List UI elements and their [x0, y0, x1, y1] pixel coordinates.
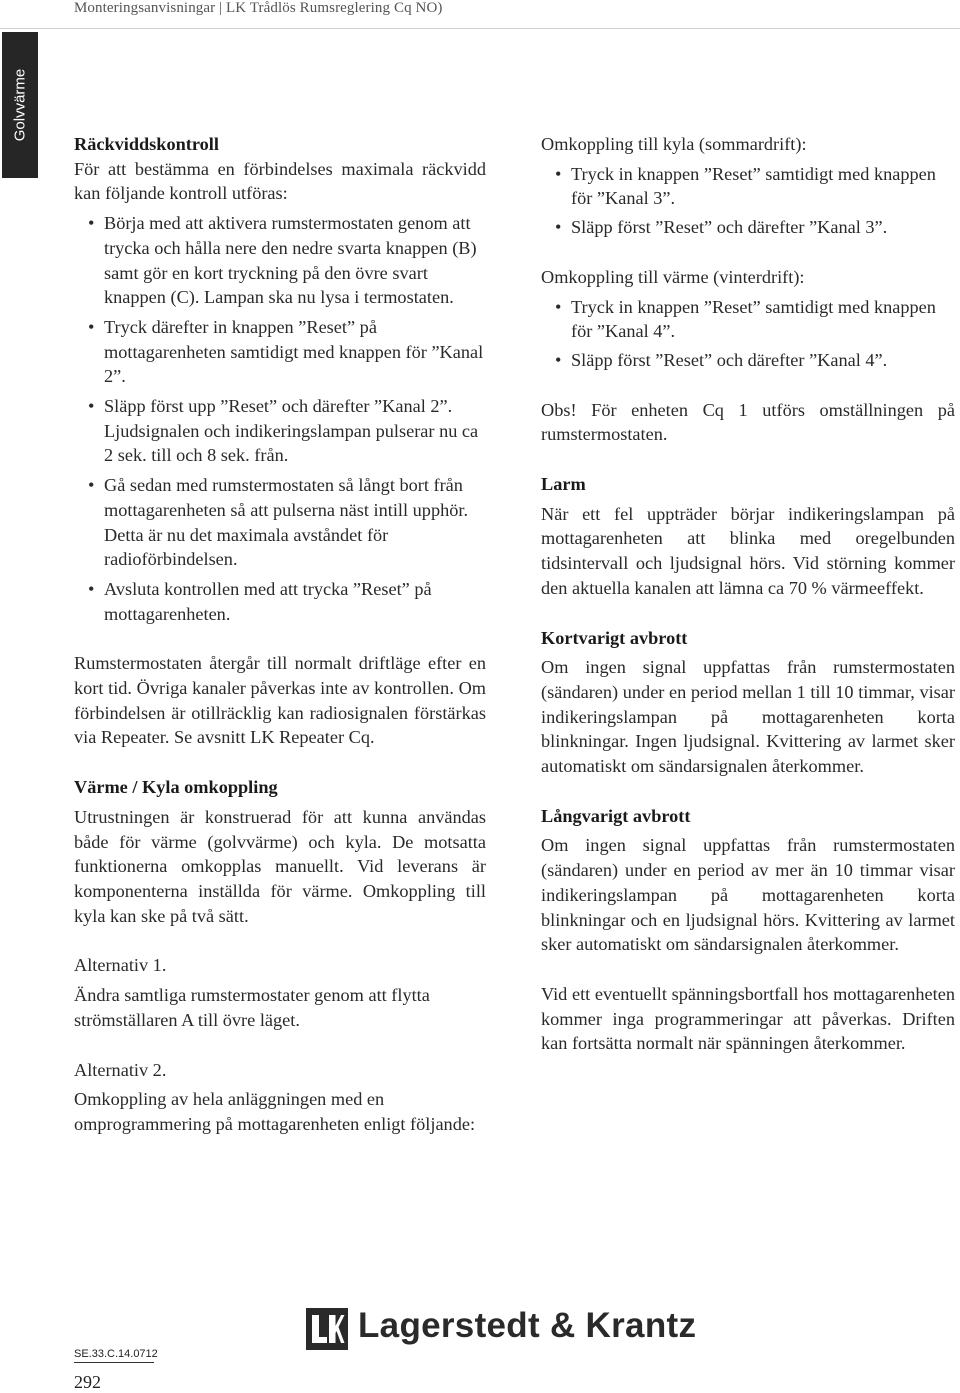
- page-header: Monteringsanvisningar | LK Trådlös Rumsreglering Cq NO): [74, 0, 443, 16]
- alarm-text: När ett fel uppträder börjar indikeringslampan på mottagarenheten att blinka med oregelbunden tidsintervall och ljudsignal hörs. Vid störning kommer den aktuella kanalen att lämna ca 70 % värmeeffekt.: [541, 503, 955, 598]
- heating-switch-title: Omkoppling till värme (vinterdrift):: [541, 266, 805, 287]
- list-item: • Gå sedan med rumstermostaten så långt bort från mottagarenheten så att pulserna näst intill upphör. Detta är nu det maximala avståndet för radioförbindelsen.: [74, 473, 486, 572]
- list-item: • Tryck in knappen ”Reset” samtidigt med knappen för ”Kanal 3”.: [541, 162, 955, 211]
- list-item: • Tryck därefter in knappen ”Reset” på mottagarenheten samtidigt med knappen för ”Kanal 2”.: [74, 315, 486, 389]
- header-divider: [0, 28, 960, 29]
- document-code: SE.33.C.14.0712: [74, 1348, 158, 1360]
- brand-name: Lagerstedt & Krantz: [358, 1306, 697, 1345]
- long-outage-heading: Långvarigt avbrott: [541, 805, 691, 826]
- footer-divider: [74, 1362, 154, 1363]
- range-check-heading: Räckviddskontroll: [74, 134, 219, 154]
- alarm-heading: Larm: [541, 474, 586, 495]
- cooling-switch-steps: [541, 162, 955, 240]
- range-check-outro: Rumstermostaten återgår till normalt driftläge efter en kort tid. Övriga kanaler påverkas inte av kontrollen. Om förbindelsen är otillräcklig kan radiosignalen förstärkas via Repeater. Se avsnitt LK Repeater Cq.: [74, 653, 486, 748]
- side-tab-label: Golvvärme: [11, 68, 29, 142]
- range-check-intro: För att bestämma en förbindelses maximala räckvidd kan följande kontroll utföras:: [74, 158, 486, 204]
- list-item: • Tryck in knappen ”Reset” samtidigt med knappen för ”Kanal 4”.: [541, 295, 955, 344]
- power-failure-text: Vid ett eventuellt spänningsbortfall hos mottagarenheten kommer inga programmeringar att påverkas. Driften kan fortsätta normalt när spänningen återkommer.: [541, 983, 955, 1054]
- right-column: [541, 132, 955, 1056]
- section-side-tab: [2, 32, 38, 178]
- alternative-2-title: Alternativ 2.: [74, 1059, 167, 1080]
- range-check-steps: [74, 211, 486, 626]
- list-item: • Släpp först ”Reset” och därefter ”Kanal 4”.: [541, 348, 955, 373]
- left-column: [74, 132, 486, 1137]
- short-outage-heading: Kortvarigt avbrott: [541, 627, 688, 648]
- alternative-1-text: Ändra samtliga rumstermostater genom att flytta strömställaren A till övre läget.: [74, 985, 430, 1030]
- heating-switch-steps: [541, 295, 955, 373]
- heat-cool-text: Utrustningen är konstruerad för att kunna användas både för värme (golvvärme) och kyla. De motsatta funktionerna omkopplas manuellt. Vid leverans är komponenterna inställda för värme. Omkoppling till kyla kan ske på två sätt.: [74, 806, 486, 926]
- list-item: • Släpp först upp ”Reset” och därefter ”Kanal 2”. Ljudsignalen och indikeringslampan pulserar nu ca 2 sek. till och 8 sek. från.: [74, 394, 486, 468]
- list-item: • Släpp först ”Reset” och därefter ”Kanal 3”.: [541, 215, 955, 240]
- alternative-2-text: Omkoppling av hela anläggningen med en omprogrammering på mottagarenheten enligt följande:: [74, 1089, 476, 1134]
- list-item: • Börja med att aktivera rumstermostaten genom att trycka och hålla nere den nedre svarta knappen (B) samt gör en kort tryckning på den övre svart knappen (C). Lampan ska nu lysa i termostaten.: [74, 211, 486, 310]
- long-outage-text: Om ingen signal uppfattas från rumstermostaten (sändaren) under en period av mer än 10 timmar visar indikeringslampan på mottagarenheten korta blinkningar och en ljudsignal hörs. Kvittering av larmet sker automatiskt om sändarsignalen återkommer.: [541, 835, 955, 955]
- obs-note: Obs! För enheten Cq 1 utförs omställningen på rumstermostaten.: [541, 399, 955, 445]
- list-item: • Avsluta kontrollen med att trycka ”Reset” på mottagarenheten.: [74, 577, 486, 626]
- cooling-switch-title: Omkoppling till kyla (sommardrift):: [541, 134, 807, 154]
- short-outage-text: Om ingen signal uppfattas från rumstermostaten (sändaren) under en period mellan 1 till 10 timmar, visar indikeringslampan på mottagarenheten korta blinkningar. Ingen ljudsignal. Kvittering av larmet sker automatiskt om sändarsignalen återkommer.: [541, 657, 955, 777]
- page-number: 292: [74, 1372, 101, 1392]
- lk-logo-icon: [306, 1308, 348, 1350]
- alternative-1-title: Alternativ 1.: [74, 955, 167, 976]
- heat-cool-heading: Värme / Kyla omkoppling: [74, 777, 278, 798]
